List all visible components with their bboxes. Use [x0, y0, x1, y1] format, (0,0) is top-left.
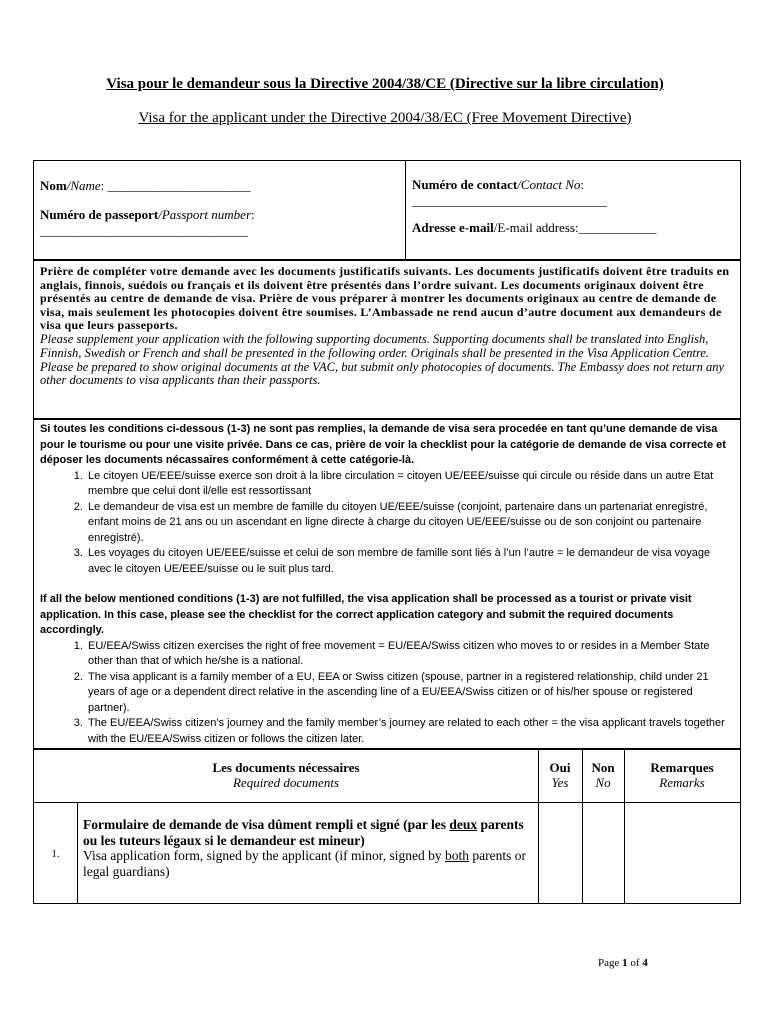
no-checkbox-cell[interactable]	[583, 803, 624, 903]
remarks-cell[interactable]	[625, 803, 740, 903]
row-number: 1.	[51, 848, 60, 860]
header-no	[582, 760, 624, 790]
email-field[interactable]	[412, 220, 657, 236]
num-column-divider	[77, 802, 78, 903]
name-field[interactable]	[40, 178, 251, 194]
instructions-box	[33, 260, 741, 419]
conditions-list-french	[40, 469, 734, 578]
page-number: 1	[622, 957, 628, 969]
header-yes-en: Yes	[551, 775, 569, 790]
contact-label-fr: Numéro de contact	[412, 177, 518, 192]
conditions-box	[33, 419, 741, 749]
conditions-intro-english: If all the below mentioned conditions (1-3) are not fulfilled, the visa application shall be processed as a tourist or private visit application. In this case, please see the checklist for the correct application category and submit the required documents accordingly.	[40, 593, 692, 636]
conditions-intro-french: Si toutes les conditions ci-dessous (1-3) ne sont pas remplies, la demande de visa sera procedée en tant qu’une demande de visa pour le tourisme ou pour une visite privée. Dans ce cas, prière de voir la checklist pour la catégorie de demande de visa correcte et déposer les documents nécassaires conformément à cette catégorie-là.	[40, 423, 726, 466]
contact-number-field[interactable]	[412, 177, 607, 209]
header-no-en: No	[595, 775, 611, 790]
passport-blank: ________________________________	[40, 223, 248, 238]
conditions-list-english	[40, 639, 734, 748]
contact-label-en: /Contact No	[517, 177, 581, 192]
header-docs-en: Required documents	[232, 775, 340, 790]
list-item: 3. Les voyages du citoyen UE/EEE/suisse et celui de son membre de famille sont liés à l’un l’autre = le demandeur de visa voyage avec le citoyen UE/EEE/suisse ou le suit plus tard.	[86, 546, 734, 577]
title-english: Visa for the applicant under the Directive 2004/38/EC (Free Movement Directive)	[138, 110, 632, 126]
list-item: 1. Le citoyen UE/EEE/suisse exerce son droit à la libre circulation = citoyen UE/EEE/suisse qui circule ou réside dans un autre Etat membre que celui dont il/elle est ressortissant	[86, 469, 734, 500]
email-label-fr: Adresse e-mail	[412, 220, 494, 235]
contact-divider	[405, 161, 406, 259]
page-total: 4	[642, 957, 648, 969]
header-remarks-fr: Remarques	[650, 760, 714, 775]
header-yes-fr: Oui	[549, 760, 571, 775]
list-item: 2. Le demandeur de visa est un membre de famille du citoyen UE/EEE/suisse (conjoint, partenaire dans un partenariat enregistré, enfant moins de 21 ans ou un ascendant en ligne directe à charge du citoyen UE/EEE/suisse ou de son conjoint ou partenaire enregistré).	[86, 500, 734, 547]
instructions-french: Prière de compléter votre demande avec les documents justificatifs suivants. Les documents justificatifs doivent être traduits en anglais, finnois, suédois ou français et ils doivent être présentés dans l’ordre suivant. Les documents originaux doivent être présentés au centre de demande de visa. Prière de vous préparer à montrer les documents originaux au centre de demande de visa, mais seulement les photocopies doivent être soumises. L’Ambassade ne rend aucun d’autre document aux demandeurs de visa que leurs passeports.	[40, 264, 730, 333]
name-blank: : ______________________	[100, 178, 251, 193]
instructions-english: Please supplement your application with the following supporting documents. Supporting documents shall be translated into English, Finnish, Swedish or French and shall be presented in the following order. Originals shall be presented in the Visa Application Centre. Please be prepared to show original documents at the VAC, but submit only photocopies of documents. The Embassy does not return any other documents to visa applicants than their passports.	[40, 331, 725, 388]
list-item: 3. The EU/EEA/Swiss citizen’s journey and the family member’s journey are related to each other = the visa applicant travels together with the EU/EEA/Swiss citizen or follows the citizen later.	[86, 716, 734, 747]
header-remarks	[624, 760, 740, 790]
contact-blank: ______________________________	[412, 193, 607, 208]
list-item: 2. The visa applicant is a family member of a EU, EEA or Swiss citizen (spouse, partner in a registered relationship, child under 21 years of age or a dependent direct relative in the ascending line of a EU/EEA/Swiss citizen or of his/her spouse or registered partner).	[86, 670, 734, 717]
page-footer: Page 1 of 4	[598, 957, 648, 969]
title-french: Visa pour le demandeur sous la Directive 2004/38/CE (Directive sur la libre circulation)	[106, 76, 664, 92]
header-docs-fr: Les documents nécessaires	[212, 760, 360, 775]
name-label-fr: Nom	[40, 178, 67, 193]
passport-label-en: /Passport number	[158, 207, 252, 222]
table-row	[83, 817, 533, 879]
documents-table	[33, 749, 741, 904]
header-no-fr: Non	[591, 760, 615, 775]
contact-colon: :	[580, 177, 585, 192]
passport-label-fr: Numéro de passeport	[40, 207, 159, 222]
header-yes	[538, 760, 582, 790]
header-required-documents	[34, 760, 538, 790]
name-label-en: /Name	[66, 178, 101, 193]
passport-colon: :	[251, 207, 255, 222]
email-label-en: /E-mail address:____________	[493, 220, 657, 235]
yes-checkbox-cell[interactable]	[539, 803, 582, 903]
item-text-english: Visa application form, signed by the applicant (if minor, signed by both parents or legal guardians)	[83, 848, 526, 879]
item-text-french: Formulaire de demande de visa dûment rempli et signé (par les deux parents ou les tuteurs légaux si le demandeur est mineur)	[83, 817, 524, 848]
list-item: 1. EU/EEA/Swiss citizen exercises the right of free movement = EU/EEA/Swiss citizen who moves to or resides in a Member State other than that of which he/she is a national.	[86, 639, 734, 670]
passport-field[interactable]	[40, 207, 255, 239]
contact-box	[33, 160, 741, 260]
header-remarks-en: Remarks	[659, 775, 705, 790]
